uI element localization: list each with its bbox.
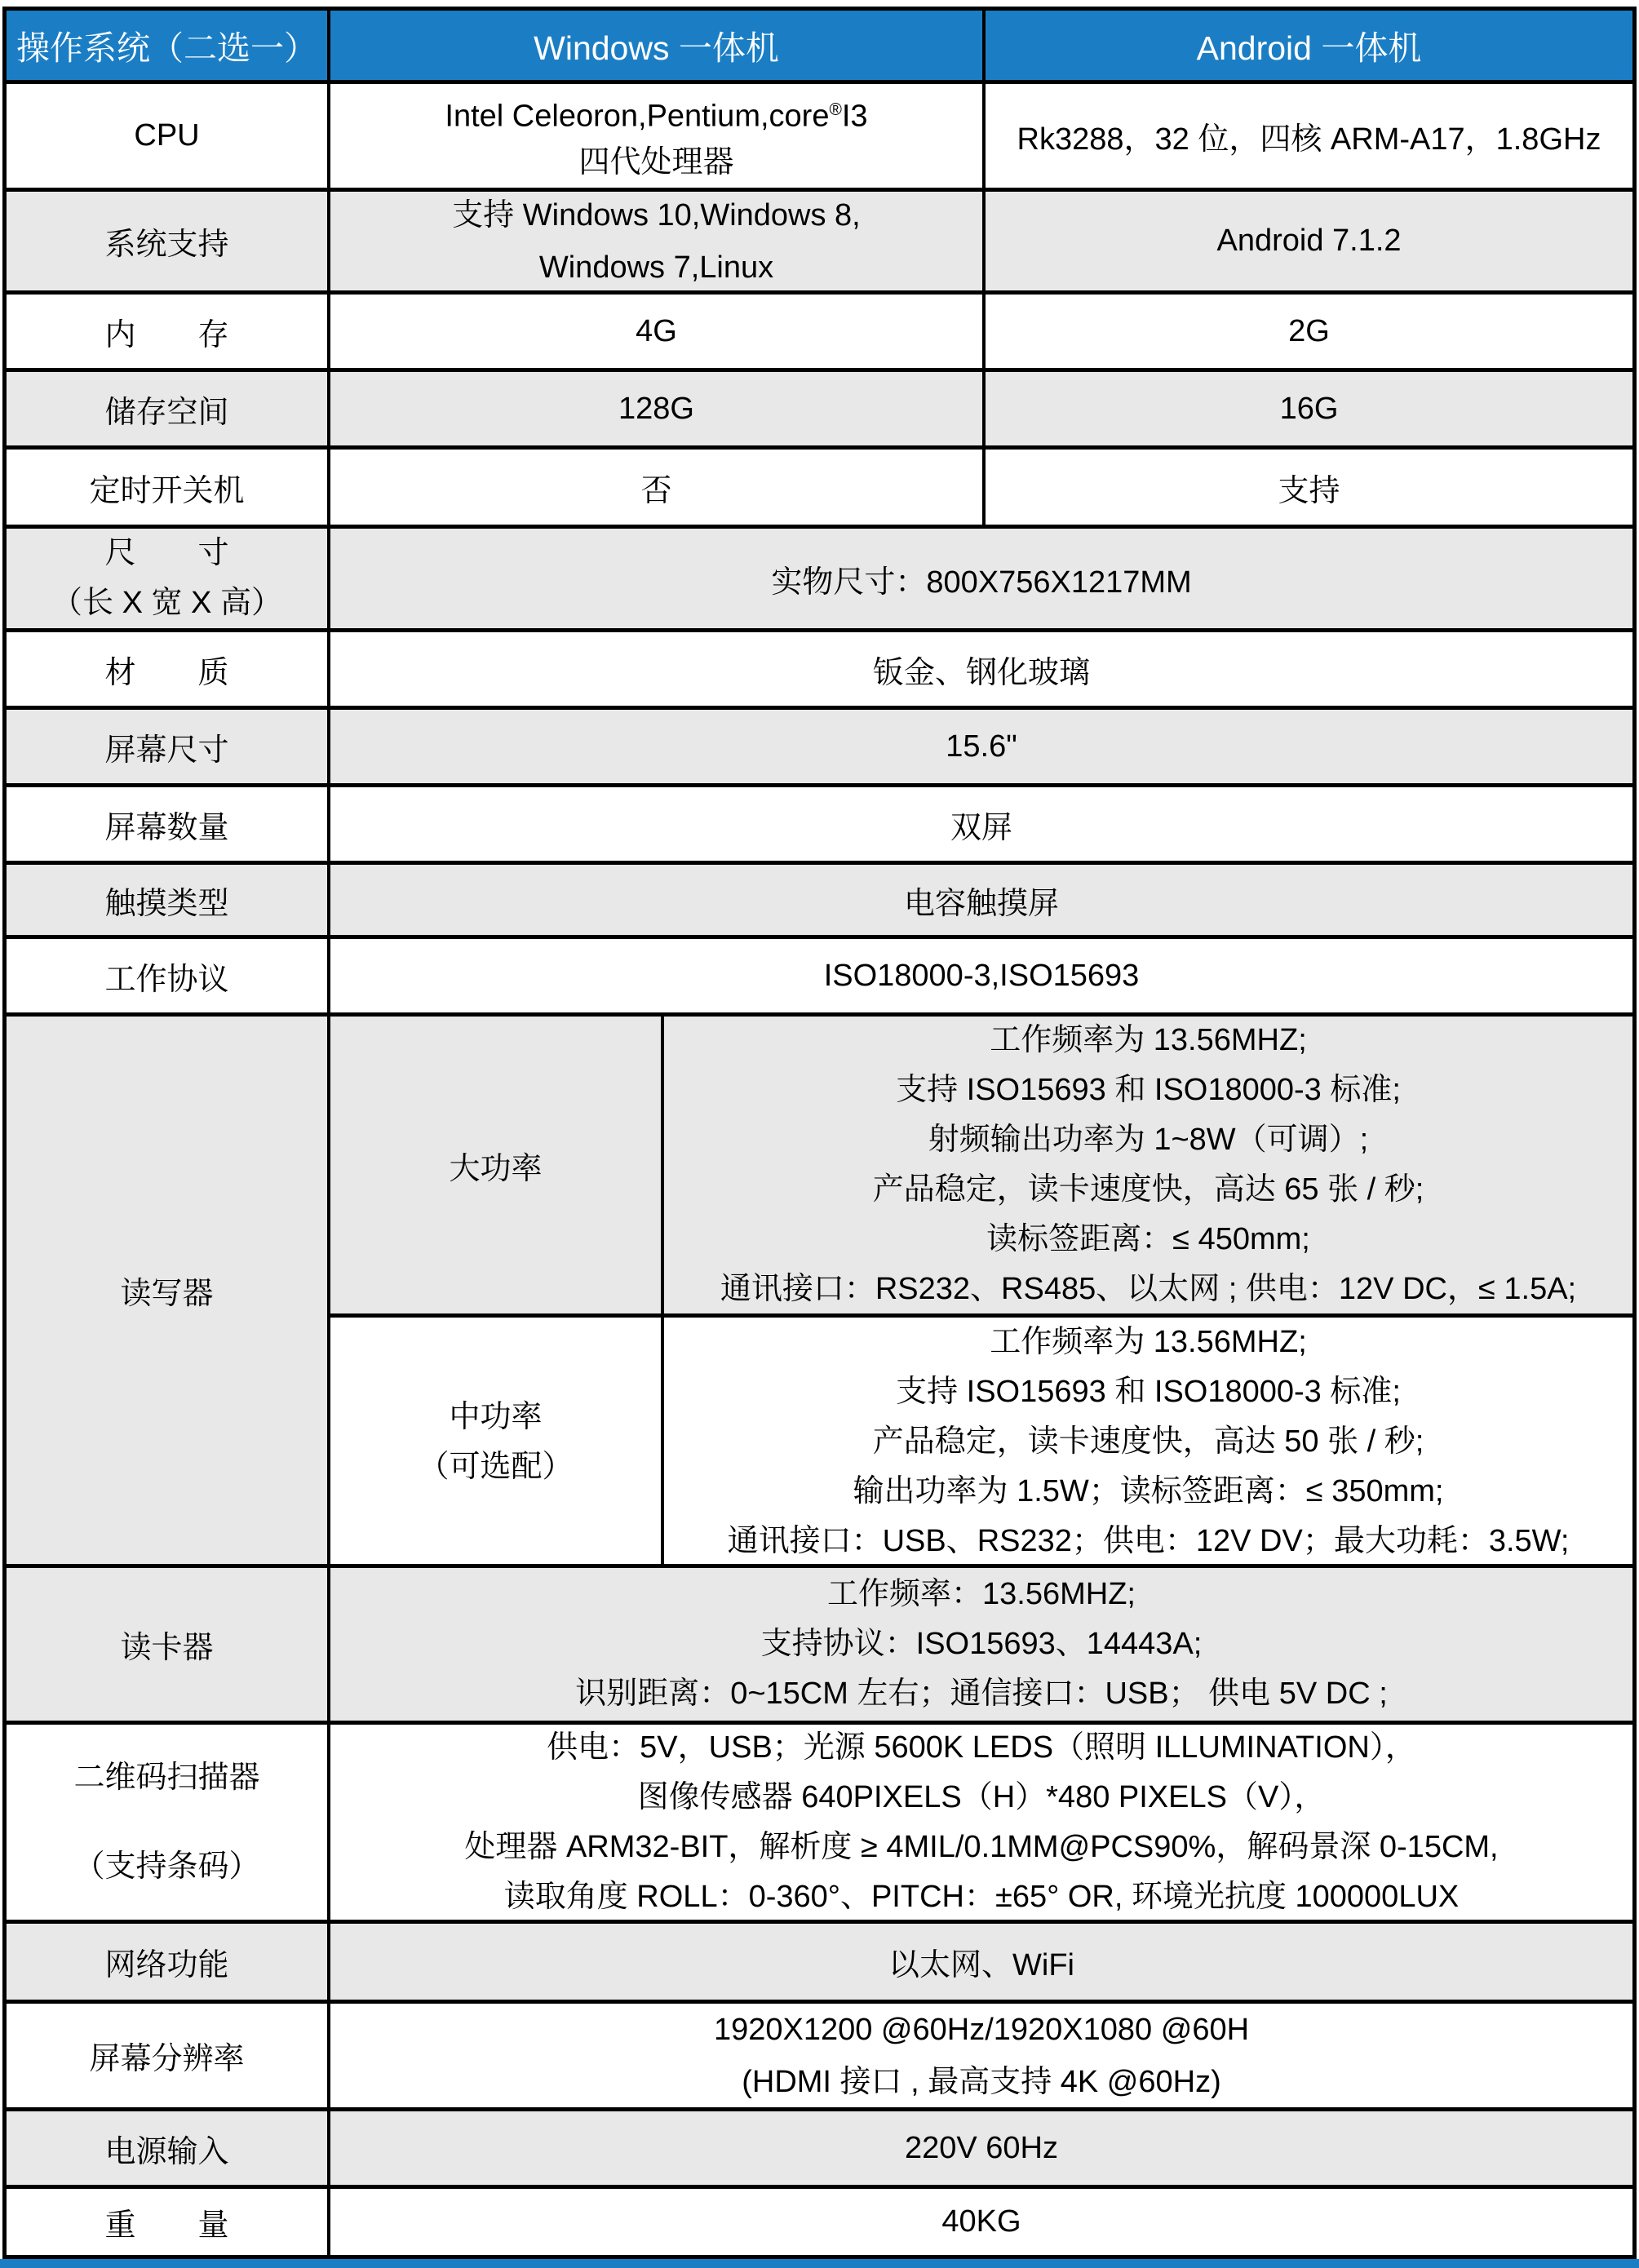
row-material-label: 材 质: [7, 632, 330, 706]
row-ram: [7, 290, 1632, 368]
row-dimensions-label: [7, 529, 330, 628]
cell-os-android: Android 7.1.2: [1216, 224, 1402, 258]
row-cpu: [7, 80, 1632, 188]
spec-line: 四代处理器: [578, 144, 734, 179]
row-touch-type-label: 触摸类型: [7, 865, 330, 935]
row-storage-label: 储存空间: [7, 372, 330, 445]
spec-line: 支持 ISO15693 和 ISO18000-3 标准;: [896, 1375, 1401, 1409]
row-power-input-label: 电源输入: [7, 2111, 330, 2185]
row-touch-type: [7, 861, 1632, 935]
cell-cpu-android: Rk3288，32 位，四核 ARM-A17，1.8GHz: [1017, 122, 1601, 157]
row-rfid-reader: [7, 1012, 1632, 1564]
row-network: [7, 1920, 1632, 2000]
row-rfid-reader-label: 读写器: [7, 1017, 330, 1564]
label-line: （支持条码）: [73, 1849, 260, 1884]
cpu-text-post: I3: [841, 99, 868, 134]
bottom-accent-bar: [0, 2259, 1639, 2268]
spec-line: 通讯接口：RS232、RS485、以太网 ; 供电：12V DC，≤ 1.5A;: [720, 1272, 1577, 1306]
row-os-support-label: 系统支持: [7, 192, 330, 290]
subrow-mid-power-label: [330, 1318, 664, 1566]
row-qr-scanner-label: [7, 1725, 330, 1920]
row-screen-size-label: 屏幕尺寸: [7, 710, 330, 783]
spec-line: 图像传感器 640PIXELS（H）*480 PIXELS（V），: [637, 1779, 1326, 1814]
spec-line: 处理器 ARM32-BIT，解析度 ≥ 4MIL/0.1MM@PCS90%，解码景深 0-15CM,: [464, 1829, 1499, 1864]
row-protocol-label: 工作协议: [7, 939, 330, 1012]
cell-qr-scanner-specs: [330, 1725, 1632, 1920]
row-screen-size: [7, 706, 1632, 783]
row-screen-count: [7, 783, 1632, 861]
row-screen-count-label: 屏幕数量: [7, 787, 330, 861]
row-card-reader-label: 读卡器: [7, 1568, 330, 1721]
spec-line: 产品稳定，读卡速度快，高达 50 张 / 秒;: [872, 1424, 1424, 1459]
subrow-mid-power: [330, 1313, 1632, 1566]
cell-resolution-value: [330, 2004, 1632, 2107]
row-network-label: 网络功能: [7, 1924, 330, 2000]
label-line: （可选配）: [418, 1449, 574, 1484]
row-weight: [7, 2185, 1632, 2255]
spec-line: (HDMI 接口 , 最高支持 4K @60Hz): [742, 2064, 1221, 2099]
cell-ram-windows: 4G: [330, 295, 986, 368]
cell-storage-windows: 128G: [330, 372, 986, 445]
cell-ram-android: 2G: [1288, 313, 1330, 348]
spec-line: 1920X1200 @60Hz/1920X1080 @60H: [713, 2012, 1250, 2047]
rfid-reader-subtable: [330, 1017, 1632, 1564]
subrow-high-power-label: 大功率: [330, 1017, 664, 1313]
cell-screen-count-value: 双屏: [950, 810, 1012, 845]
row-storage: [7, 368, 1632, 445]
spec-line: 工作频率为 13.56MHZ;: [990, 1325, 1307, 1359]
cell-screen-size-value: 15.6": [946, 729, 1017, 764]
spec-line: 产品稳定，读卡速度快，高达 65 张 / 秒;: [872, 1172, 1424, 1207]
cell-timer-windows: 否: [330, 450, 986, 525]
cell-cpu-windows: [330, 84, 986, 188]
cell-network-value: 以太网、WiFi: [888, 1948, 1074, 1982]
label-line: 中功率: [449, 1399, 543, 1434]
header-android-column: Android 一体机: [986, 11, 1632, 80]
row-cpu-label: CPU: [7, 84, 330, 188]
cell-material-value: 钣金、钢化玻璃: [872, 655, 1090, 690]
subrow-high-power: [330, 1017, 1632, 1313]
cpu-text-pre: Intel Celeoron,Pentium,core: [445, 99, 830, 134]
row-protocol: [7, 935, 1632, 1012]
cell-storage-android: 16G: [1279, 391, 1339, 426]
label-line: 二维码扫描器: [73, 1760, 260, 1795]
cell-card-reader-specs: [330, 1568, 1632, 1721]
registered-trademark-symbol: ®: [829, 100, 842, 119]
spec-line: 通讯接口：USB、RS232；供电：12V DV；最大功耗：3.5W;: [727, 1524, 1570, 1558]
cell-protocol-value: ISO18000-3,ISO15693: [823, 958, 1140, 993]
label-line: 尺 寸: [104, 536, 229, 570]
cell-weight-value: 40KG: [941, 2204, 1021, 2239]
header-os-choice: 操作系统（二选一）: [7, 11, 330, 80]
cell-high-power-specs: [664, 1017, 1632, 1313]
spec-line: 支持协议：ISO15693、14443A;: [760, 1627, 1203, 1661]
row-resolution: [7, 2000, 1632, 2107]
spec-line: 输出功率为 1.5W；读标签距离：≤ 350mm;: [853, 1474, 1444, 1508]
spec-line: 工作频率为 13.56MHZ;: [990, 1023, 1307, 1057]
spec-line: 工作频率：13.56MHZ;: [827, 1577, 1136, 1611]
spec-line: 读标签距离：≤ 450mm;: [986, 1222, 1310, 1256]
spec-line: 支持 Windows 10,Windows 8,: [452, 197, 861, 233]
spec-line: 读取角度 ROLL：0-360°、PITCH：±65° OR, 环境光抗度 100000LUX: [503, 1879, 1460, 1914]
row-ram-label: 内 存: [7, 295, 330, 368]
table-header-row: [7, 11, 1632, 80]
spec-line: Windows 7,Linux: [538, 250, 774, 285]
cell-os-windows: [330, 192, 986, 290]
row-resolution-label: 屏幕分辨率: [7, 2004, 330, 2107]
spec-line: [445, 84, 867, 136]
spec-line: 支持 ISO15693 和 ISO18000-3 标准;: [896, 1073, 1401, 1107]
row-weight-label: 重 量: [7, 2189, 330, 2255]
cell-mid-power-specs: [664, 1318, 1632, 1566]
spec-table: [2, 7, 1637, 2259]
row-qr-scanner: [7, 1721, 1632, 1920]
spec-line: 识别距离：0~15CM 左右；通信接口：USB； 供电 5V DC ;: [575, 1677, 1388, 1711]
spec-line: 供电：5V，USB；光源 5600K LEDS（照明 ILLUMINATION），: [547, 1730, 1416, 1765]
cell-timer-android: 支持: [1278, 473, 1340, 508]
label-line: （长 X 宽 X 高）: [51, 586, 282, 620]
spec-line: 射频输出功率为 1~8W（可调）;: [928, 1123, 1369, 1157]
row-scheduled-power-label: 定时开关机: [7, 450, 330, 525]
row-power-input: [7, 2107, 1632, 2185]
row-card-reader: [7, 1564, 1632, 1721]
row-os-support: [7, 188, 1632, 290]
cell-dimensions-value: 实物尺寸：800X756X1217MM: [771, 565, 1192, 600]
cell-touch-type-value: 电容触摸屏: [903, 886, 1059, 921]
row-dimensions: [7, 525, 1632, 628]
cell-power-input-value: 220V 60Hz: [904, 2130, 1058, 2165]
row-material: [7, 628, 1632, 706]
row-scheduled-power: [7, 445, 1632, 525]
header-windows-column: Windows 一体机: [330, 11, 986, 80]
